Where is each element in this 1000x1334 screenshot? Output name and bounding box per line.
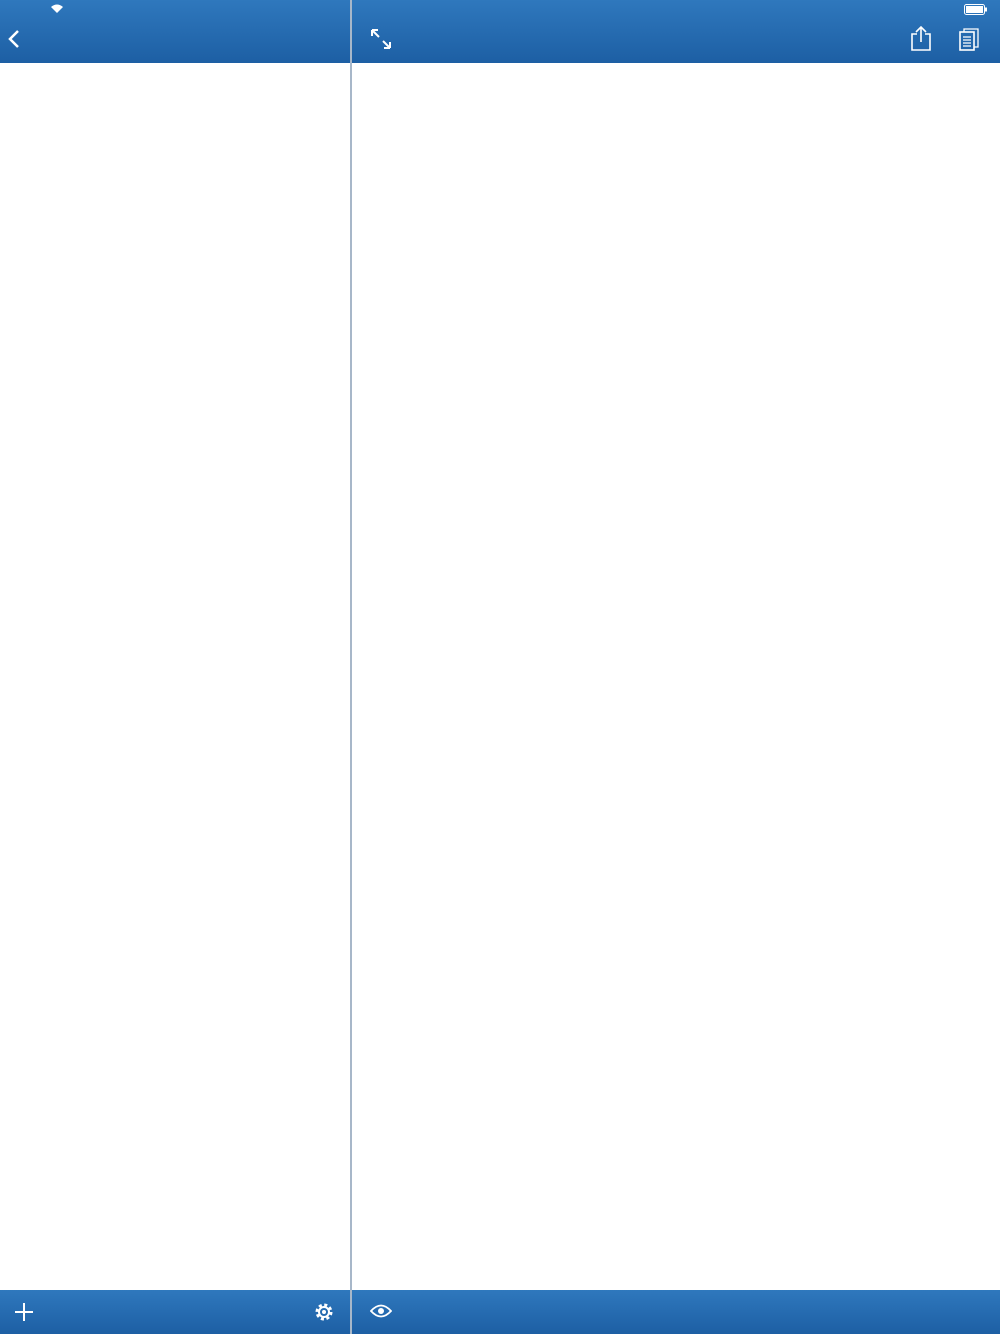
settings-button[interactable]: [312, 1300, 336, 1329]
share-icon[interactable]: [910, 26, 932, 57]
wifi-icon: [50, 3, 64, 17]
preview-button[interactable]: [370, 1304, 392, 1323]
battery-label: [964, 3, 988, 17]
right-toolbar: [352, 1290, 1000, 1334]
gear-icon: [312, 1300, 336, 1324]
left-navigation-bar: [0, 0, 350, 63]
document-icon[interactable]: [958, 28, 980, 57]
add-button[interactable]: [14, 1302, 34, 1327]
eye-icon: [370, 1304, 392, 1318]
code-editor[interactable]: [352, 63, 1000, 1290]
right-navigation-bar: [352, 0, 1000, 63]
back-button[interactable]: [8, 29, 26, 49]
plus-icon: [14, 1302, 34, 1322]
expand-icon[interactable]: [370, 28, 392, 55]
left-toolbar: [0, 1290, 350, 1334]
chevron-left-icon: [8, 29, 20, 49]
battery-icon: [964, 4, 988, 15]
